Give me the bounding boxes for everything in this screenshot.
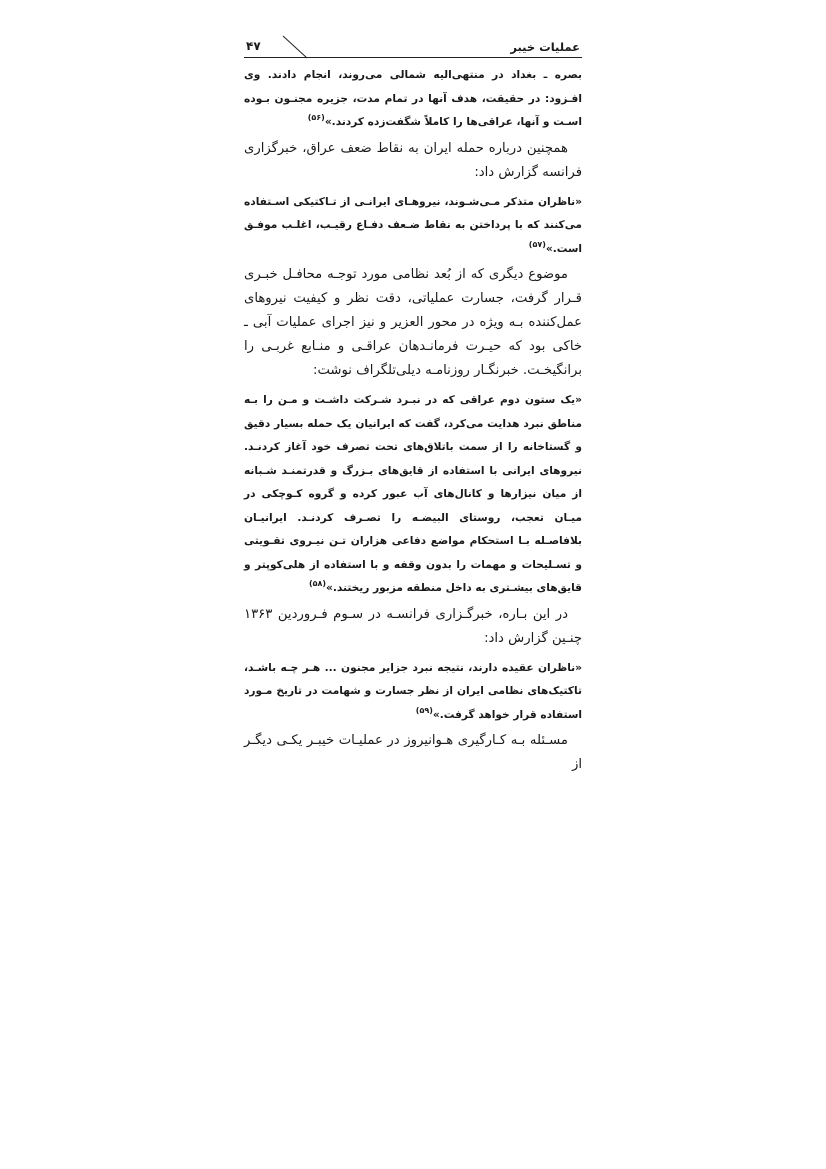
footnote-ref: (۵۸)	[308, 579, 327, 588]
body-paragraph: در این بـاره، خبرگـزاری فرانسـه در سـوم فـروردین ۱۳۶۳ چنـین گزارش داد:	[244, 606, 582, 646]
footnote-ref: (۵۶)	[307, 113, 325, 122]
page-number: ۴۷	[246, 39, 261, 53]
quote-block: «یک ستون دوم عراقی که در نبـرد شـرکت داشـت و مـن را بـه مناطق نبرد هدایت می‌کرد، گفت که ایرانیان یک حمله بسیار دقیق و گستاخانه را از سمت باتلاق‌های تحت تصرف خود آغاز کردنـد. نیروهای ایرانی با استفاده از قایق‌های بـزرگ و قدرتمنـد شـبانه از میان نیزارها و کانال‌های آب عبور کرده و گروه کـوچکی در میـان تعجب، روستای البیضـه را تصـرف کردنـد. ایرانیـان بلافاصـله بـا استحکام مواضع دفاعی هزاران تـن نیـروی تقـویتی و تسـلیحات و مهمات را بدون وقفه و با استفاده از هلی‌کوپتر و قایق‌های بیشـتری به داخل منطقه مزبور ریختند.»$^{(۵۸)}$	[244, 394, 582, 594]
footnote-ref: (۵۹)	[415, 705, 433, 715]
header-divider-slant	[281, 36, 309, 58]
quote-block: «ناظران عقیده دارند، نتیجه نبرد جزایر مجنون ... هـر چـه باشـد، تاکتیک‌های نظامی ایران از نظر جسارت و شهامت در تاریخ مـورد استفاده قرار خواهد گرفت.»$^{(۵۹)}$	[244, 661, 582, 721]
footnote-ref: (۵۷)	[528, 239, 546, 249]
document-page	[244, 32, 582, 777]
page-header	[244, 32, 582, 58]
quote-block: «ناظران متذکر مـی‌شـوند، نیروهـای ایرانـی از تـاکتیکی اسـتفاده می‌کنند که با پرداختن به نقاط ضـعف دفـاع رقیـب، اغلـب موفـق است.»$^{(۵۷)}$	[244, 195, 582, 255]
running-title: عملیات خیبر	[510, 40, 580, 54]
body-paragraph: موضوع دیگری که از بُعد نظامی مورد توجـه محافـل خبـری قـرار گرفت، جسارت عملیاتی، دقت نظر و کیفیت نیروهای عمل‌کننده بـه ویژه در محور العزیر و نیز اجرای عملیات آبی ـ خاکی بود که حیـرت فرمانـدهان عراقـی و منـابع غربـی را برانگیخـت. خبرنگـار روزنامـه دیلی‌تلگراف نوشت:	[244, 267, 582, 378]
body-paragraph: همچنین درباره حمله ایران به نقاط ضعف عراق، خبرگزاری فرانسه گزارش داد:	[244, 140, 582, 180]
header-rule	[244, 57, 582, 58]
quote-block: بصره ـ بغداد در منتهی‌الیه شمالی می‌روند، انجام دادند. وی افـزود: در حقیقت، هدف آنها در تمام مدت، جزیره مجنـون بـوده اسـت و آنها، عراقی‌ها را کاملاً شگفت‌زده کردند.»$^{(۵۶)}$	[244, 69, 582, 128]
body-paragraph: مسـئله بـه کـارگیری هـوانیروز در عملیـات خیبـر یکـی دیگـر از	[244, 733, 582, 772]
